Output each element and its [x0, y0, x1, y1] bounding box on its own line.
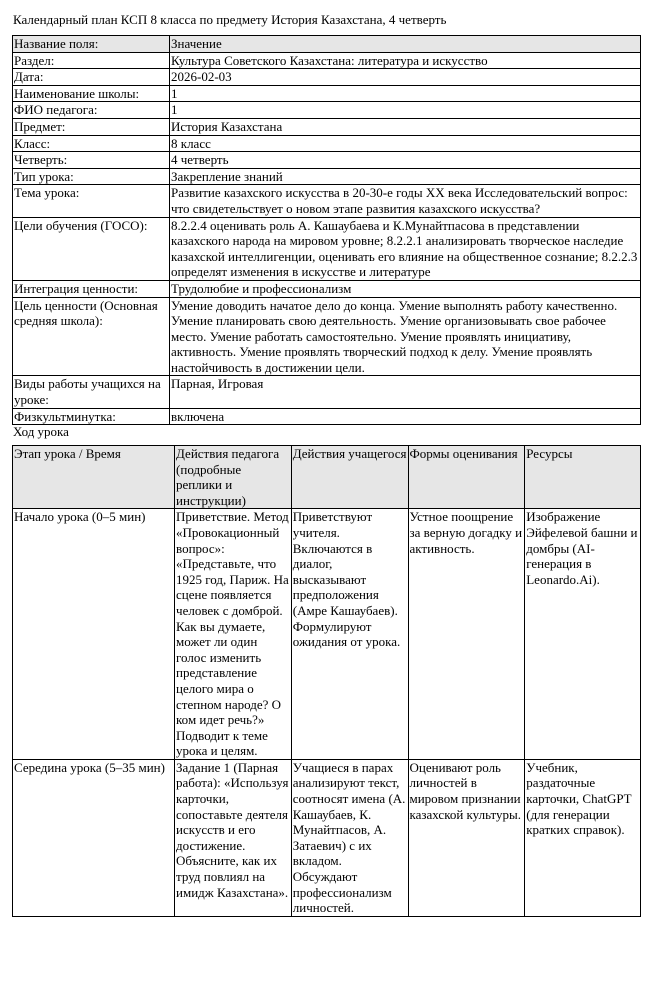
- table-row: [13, 297, 641, 376]
- field-value: 1: [170, 85, 641, 102]
- column-header-stage: Этап урока / Время: [13, 446, 175, 509]
- field-value: История Казахстана: [170, 118, 641, 135]
- field-value: Трудолюбие и профессионализм: [170, 280, 641, 297]
- stage-cell: Середина урока (5–35 мин): [13, 759, 175, 916]
- header-key-cell: Название поля:: [13, 36, 170, 53]
- table-row: [13, 759, 641, 916]
- lesson-flow-table: [12, 445, 641, 917]
- table-header-row: [13, 446, 641, 509]
- field-label: Дата:: [13, 69, 170, 86]
- header-value-cell: Значение: [170, 36, 641, 53]
- table-row: [13, 69, 641, 86]
- field-value: 8 класс: [170, 135, 641, 152]
- field-label: Цель ценности (Основная средняя школа):: [13, 297, 170, 376]
- resources-cell: Учебник, раздаточные карточки, ChatGPT (для генерации кратких справок).: [525, 759, 641, 916]
- teacher-actions-cell: Приветствие. Метод «Провокационный вопрос»: «Представьте, что 1925 год, Париж. На сцене появляется человек с домброй. Как вы думаете, может ли один голос изменить представление целого мира о степном народе? О ком идет речь?» Подводит к теме урока и целям.: [175, 509, 292, 760]
- field-value: 4 четверть: [170, 152, 641, 169]
- field-label: Интеграция ценности:: [13, 280, 170, 297]
- column-header-teacher: Действия педагога (подробные реплики и инструкции): [175, 446, 292, 509]
- column-header-resources: Ресурсы: [525, 446, 641, 509]
- field-label: Тема урока:: [13, 185, 170, 217]
- field-label: Четверть:: [13, 152, 170, 169]
- table-row: [13, 102, 641, 119]
- field-value: 2026-02-03: [170, 69, 641, 86]
- assessment-cell: Оценивают роль личностей в мировом признании казахской культуры.: [408, 759, 525, 916]
- table-row: [13, 135, 641, 152]
- field-value: 8.2.2.4 оценивать роль А. Кашаубаева и К.Мунайтпасова в представлении казахского народа на мировом уровне; 8.2.2.1 анализировать творческое наследие казахской интеллигенции, оценивать его влияние на общественное сознание; 8.2.2.3 определят изменения в искусстве и литературе: [170, 217, 641, 280]
- field-label: Наименование школы:: [13, 85, 170, 102]
- table-row: [13, 217, 641, 280]
- resources-cell: Изображение Эйфелевой башни и домбры (AI-генерация в Leonardo.Ai).: [525, 509, 641, 760]
- table-row: [13, 376, 641, 408]
- stage-cell: Начало урока (0–5 мин): [13, 509, 175, 760]
- field-label: Тип урока:: [13, 168, 170, 185]
- student-actions-cell: Приветствуют учителя. Включаются в диалог, высказывают предположения (Амре Кашаубаев). Формулируют ожидания от урока.: [291, 509, 408, 760]
- field-label: Виды работы учащихся на уроке:: [13, 376, 170, 408]
- field-label: Цели обучения (ГОСО):: [13, 217, 170, 280]
- lesson-info-table: [12, 35, 641, 425]
- field-value: Культура Советского Казахстана: литература и искусство: [170, 52, 641, 69]
- table-row: [13, 185, 641, 217]
- document-title: Календарный план КСП 8 класса по предмету История Казахстана, 4 четверть: [13, 12, 447, 27]
- table-header-row: [13, 36, 641, 53]
- table-row: [13, 408, 641, 425]
- table-row: [13, 152, 641, 169]
- field-label: Физкультминутка:: [13, 408, 170, 425]
- table-row: [13, 280, 641, 297]
- teacher-actions-cell: Задание 1 (Парная работа): «Используя карточки, сопоставьте деятеля искусств и его достижение. Объясните, как их труд повлиял на имидж Казахстана».: [175, 759, 292, 916]
- field-value: Закрепление знаний: [170, 168, 641, 185]
- field-label: Предмет:: [13, 118, 170, 135]
- field-value: Умение доводить начатое дело до конца. Умение выполнять работу качественно. Умение планировать свою деятельность. Умение организовывать свое рабочее место. Умение работать самостоятельно. Умение проявлять инициативу, активность. Умение проявлять творческий подход к делу. Умение проявлять настойчивость в достижении цели.: [170, 297, 641, 376]
- column-header-student: Действия учащегося: [291, 446, 408, 509]
- assessment-cell: Устное поощрение за верную догадку и активность.: [408, 509, 525, 760]
- table-row: [13, 85, 641, 102]
- field-label: Класс:: [13, 135, 170, 152]
- field-label: Раздел:: [13, 52, 170, 69]
- field-value: Парная, Игровая: [170, 376, 641, 408]
- field-value: включена: [170, 408, 641, 425]
- table-row: [13, 509, 641, 760]
- field-label: ФИО педагога:: [13, 102, 170, 119]
- table-row: [13, 118, 641, 135]
- student-actions-cell: Учащиеся в парах анализируют текст, соотносят имена (А. Кашаубаев, К. Мунайтпасов, А. Затаевич) с их вкладом. Обсуждают профессионализм личностей.: [291, 759, 408, 916]
- field-value: Развитие казахского искусства в 20-30-е годы XX века Исследовательский вопрос: что свидетельствует о новом этапе развития казахского искусства?: [170, 185, 641, 217]
- field-value: 1: [170, 102, 641, 119]
- lesson-flow-heading: Ход урока: [13, 424, 69, 439]
- table-row: [13, 168, 641, 185]
- table-row: [13, 52, 641, 69]
- column-header-assessment: Формы оценивания: [408, 446, 525, 509]
